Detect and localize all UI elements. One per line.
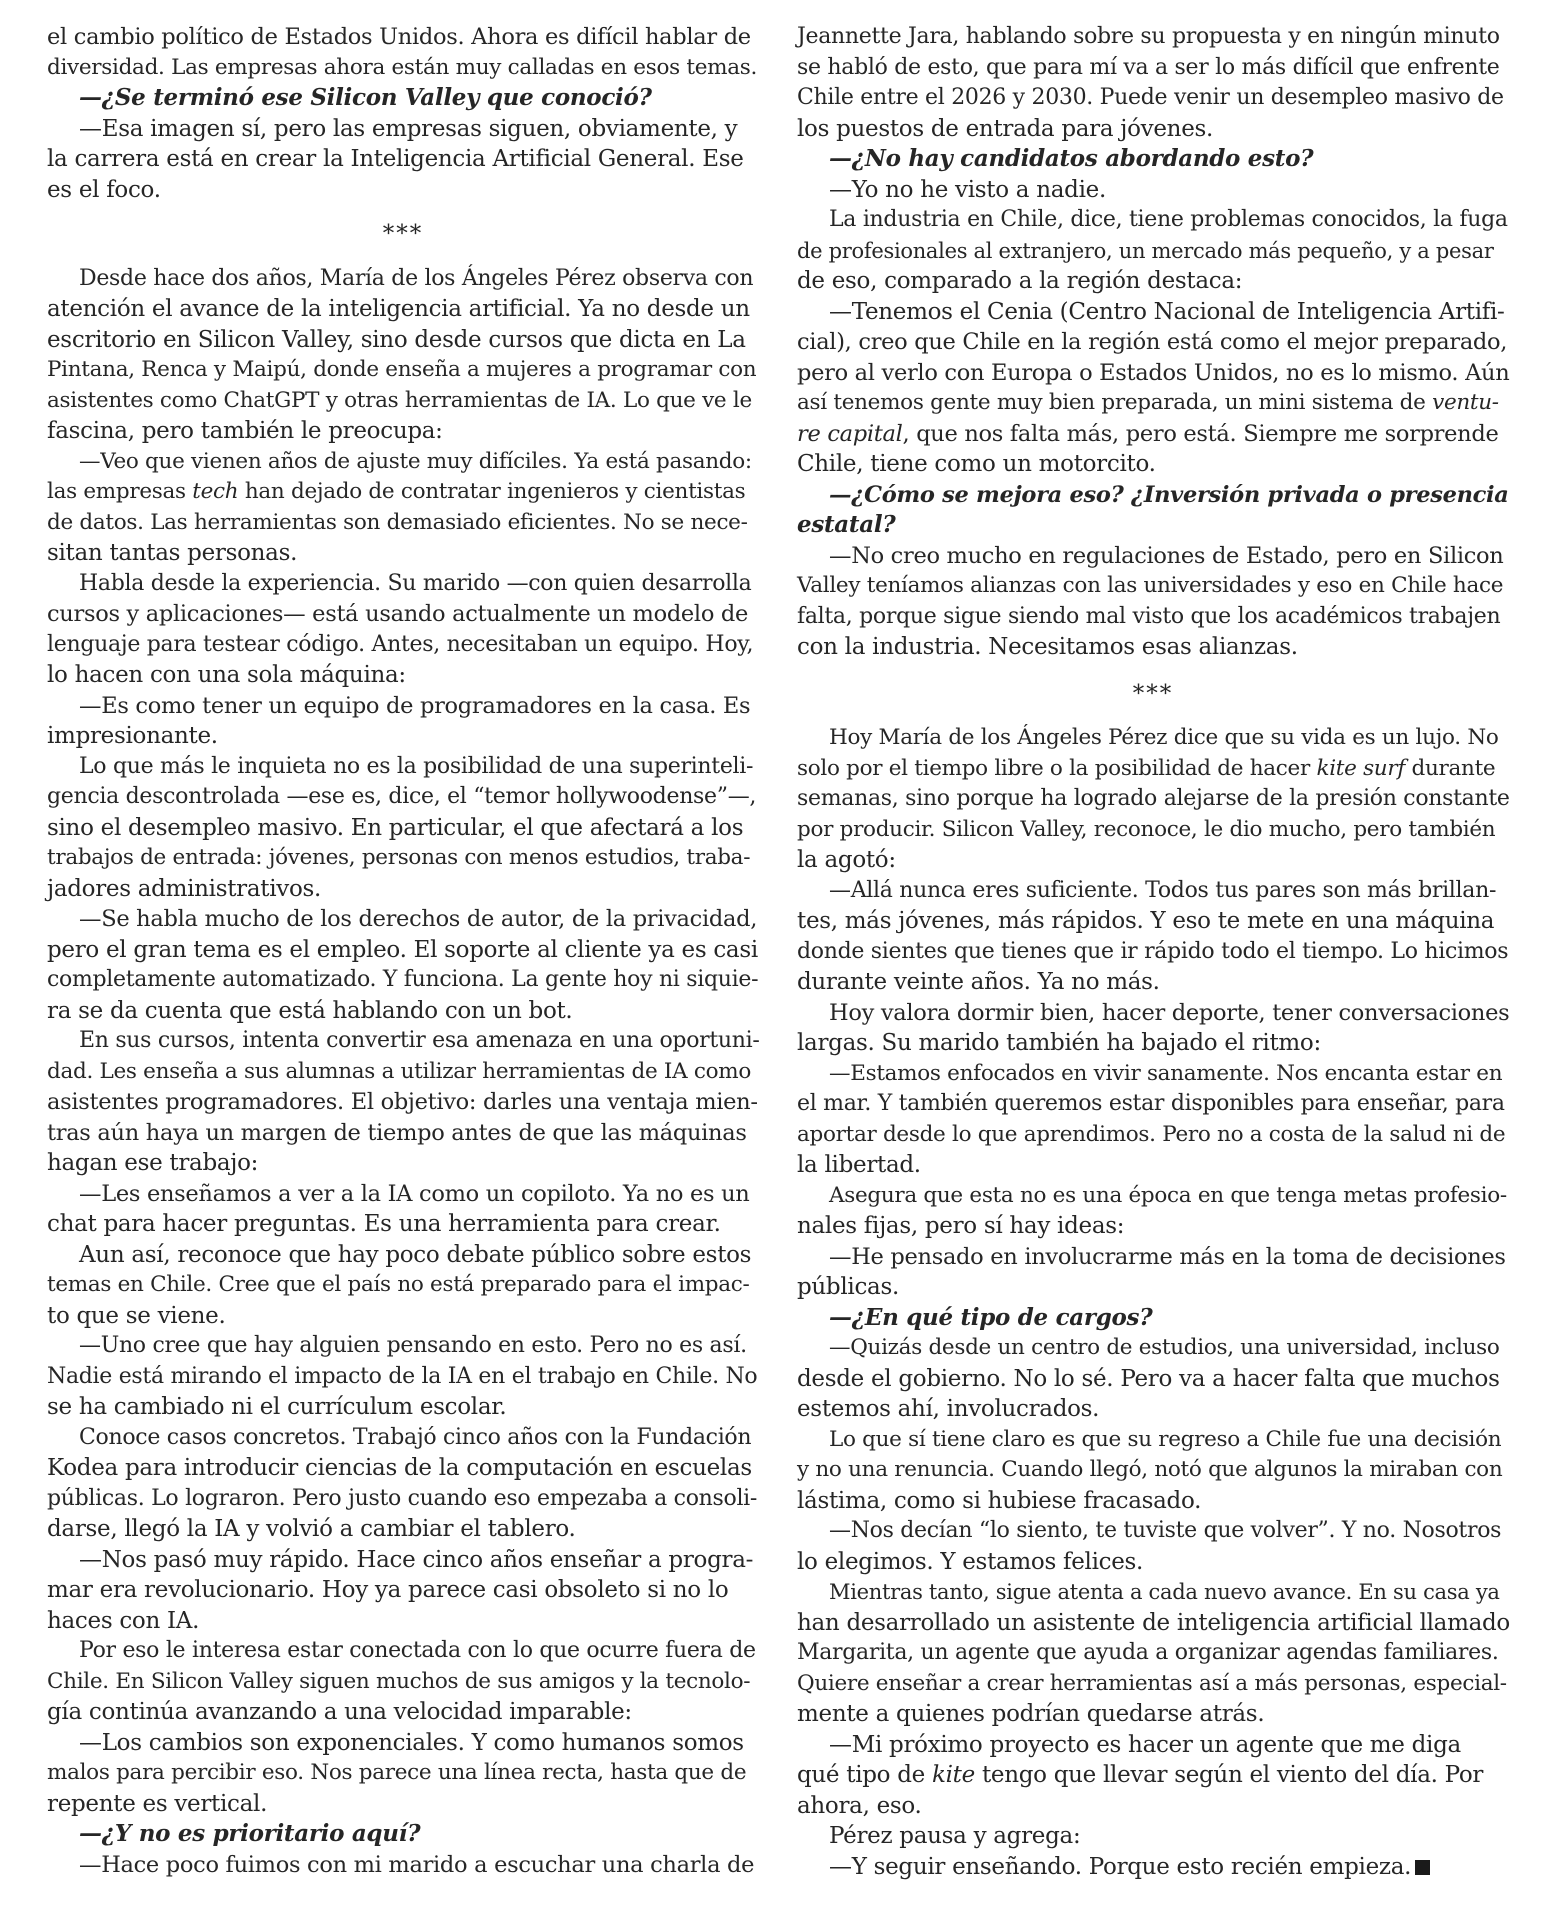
text-line: Conoce casos concretos. Trabajó cinco años con la Fundación	[79, 1424, 752, 1450]
text-line: Kodea para introducir ciencias de la computación en escuelas	[47, 1455, 752, 1481]
text-line: temas en Chile. Cree que el país no está preparado para el impac-	[47, 1272, 750, 1297]
text-line: —Estamos enfocados en vivir sanamente. Nos encanta estar en	[829, 1060, 1503, 1086]
interview-question: —¿Y no es prioritario aquí?	[79, 1820, 421, 1847]
text-run: , que nos falta más, pero está. Siempre me sorprende	[902, 420, 1499, 447]
text-line: diversidad. Las empresas ahora están muy calladas en esos temas.	[47, 54, 758, 80]
text-line: se habló de esto, que para mí va a ser lo más difícil que enfrente	[797, 54, 1500, 80]
text-line: la libertad.	[797, 1152, 921, 1178]
text-line: Pérez pausa y agrega:	[829, 1823, 1081, 1849]
interview-question: —¿Se terminó ese Silicon Valley que conoció?	[79, 84, 652, 111]
text-line: malos para percibir eso. Nos parece una línea recta, hasta que de	[47, 1760, 747, 1785]
text-line: asistentes programadores. El objetivo: darles una ventaja mien-	[47, 1089, 758, 1115]
text-line: completamente automatizado. Y funciona. La gente hoy ni siquie-	[47, 967, 759, 992]
text-line: tes, más jóvenes, más rápidos. Y eso te mete en una máquina	[797, 908, 1495, 934]
text-line	[797, 419, 1509, 450]
text-line: Chile. En Silicon Valley siguen muchos de sus amigos y la tecnolo-	[47, 1668, 751, 1694]
text-line: aportar desde lo que aprendimos. Pero no a costa de la salud ni de	[797, 1121, 1506, 1147]
text-line: desde el gobierno. No lo sé. Pero va a hacer falta que muchos	[797, 1365, 1500, 1392]
text-line: —Veo que vienen años de ajuste muy difíciles. Ya está pasando:	[79, 448, 752, 474]
text-line: Margarita, un agente que ayuda a organizar agendas familiares.	[797, 1640, 1499, 1665]
text-line: —No creo mucho en regulaciones de Estado, pero en Silicon	[829, 542, 1504, 569]
text-line: Chile entre el 2026 y 2030. Puede venir un desempleo masivo de	[797, 85, 1504, 110]
text-line: Jeannette Jara, hablando sobre su propuesta y en ningún minuto	[797, 24, 1500, 49]
text-line: públicas.	[797, 1274, 899, 1300]
italic-term: tech	[192, 479, 239, 504]
text-line: cial), creo que Chile en la región está como el mejor preparado,	[797, 329, 1508, 355]
text-line: sino el desempleo masivo. En particular, el que afectará a los	[47, 814, 744, 841]
text-line: Hoy valora dormir bien, hacer deporte, tener conversaciones	[829, 999, 1510, 1026]
end-of-article-mark	[1415, 1860, 1430, 1875]
italic-term: re capital	[797, 420, 903, 447]
text-line: Valley teníamos alianzas con las universidades y eso en Chile hace	[797, 573, 1504, 598]
text-line: lo hacen con una sola máquina:	[47, 662, 406, 688]
text-line: semanas, sino porque ha logrado alejarse de la presión constante	[797, 786, 1510, 811]
text-line: mente a quienes podrían quedarse atrás.	[797, 1701, 1265, 1727]
text-line: —Uno cree que hay alguien pensando en esto. Pero no es así.	[79, 1333, 747, 1358]
text-run: —Y seguir enseñando. Porque esto recién empieza.	[829, 1853, 1412, 1880]
italic-term: ventu-	[1432, 390, 1499, 415]
text-line: es el foco.	[47, 176, 161, 203]
text-line: lo elegimos. Y estamos felices.	[797, 1548, 1144, 1575]
text-line: la carrera está en crear la Inteligencia Artificial General. Ese	[47, 146, 744, 172]
text-line: ahora, eso.	[797, 1792, 922, 1819]
text-line: Nadie está mirando el impacto de la IA en el trabajo en Chile. No	[47, 1363, 758, 1389]
text-line: —Quizás desde un centro de estudios, una universidad, incluso	[829, 1335, 1500, 1360]
text-line: sitan tantas personas.	[47, 540, 298, 566]
text-line: y no una renuncia. Cuando llegó, notó que algunos la miraban con	[797, 1457, 1503, 1482]
text-line: darse, llegó la IA y volvió a cambiar el tablero.	[47, 1516, 576, 1542]
text-line: dad. Les enseña a sus alumnas a utilizar herramientas de IA como	[47, 1058, 751, 1084]
text-line: durante veinte años. Ya no más.	[797, 969, 1160, 995]
text-line: La industria en Chile, dice, tiene problemas conocidos, la fuga	[829, 207, 1508, 232]
text-line: Mientras tanto, sigue atenta a cada nuevo avance. En su casa ya	[829, 1580, 1500, 1604]
text-line: lástima, como si hubiese fracasado.	[797, 1487, 1202, 1514]
text-line: gía continúa avanzando a una velocidad imparable:	[47, 1699, 632, 1725]
text-line: el mar. Y también queremos estar disponibles para enseñar, para	[797, 1091, 1505, 1116]
text-line: Asegura que esta no es una época en que tenga metas profesio-	[829, 1182, 1507, 1208]
italic-term: kite	[931, 1762, 975, 1788]
text-line: —Esa imagen sí, pero las empresas siguen, obviamente, y	[79, 115, 738, 142]
text-line: se ha cambiado ni el currículum escolar.	[47, 1394, 507, 1420]
text-line: —Se habla mucho de los derechos de autor, de la privacidad,	[79, 906, 758, 932]
text-line: hagan ese trabajo:	[47, 1150, 259, 1176]
text-line: —Les enseñamos a ver a la IA como un copiloto. Ya no es un	[79, 1180, 750, 1207]
text-line: donde sientes que tienes que ir rápido todo el tiempo. Lo hicimos	[797, 938, 1509, 964]
text-line: Pintana, Renca y Maipú, donde enseña a mujeres a programar con	[47, 357, 757, 382]
text-line: escritorio en Silicon Valley, sino desde cursos que dicta en La	[47, 326, 746, 353]
text-line: públicas. Lo lograron. Pero justo cuando eso empezaba a consoli-	[47, 1485, 758, 1511]
text-line: gencia descontrolada —ese es, dice, el “temor hollywoodense”—,	[47, 784, 757, 809]
text-run: tengo que llevar según el viento del día. Por	[974, 1762, 1484, 1788]
text-line: Desde hace dos años, María de los Ángeles Pérez observa con	[79, 265, 754, 291]
text-line: to que se viene.	[47, 1302, 226, 1329]
section-separator: ***	[382, 221, 424, 247]
text-line: asistentes como ChatGPT y otras herramientas de IA. Lo que ve le	[47, 387, 752, 413]
text-line: pero al verlo con Europa o Estados Unidos, no es lo mismo. Aún	[797, 359, 1510, 386]
text-line: de profesionales al extranjero, un mercado más pequeño, y a pesar	[797, 238, 1494, 263]
interview-question: —¿Cómo se mejora eso? ¿Inversión privada o presencia	[829, 481, 1509, 508]
text-line: repente es vertical.	[47, 1790, 268, 1817]
text-line: de eso, comparado a la región destaca:	[797, 268, 1243, 294]
text-line: los puestos de entrada para jóvenes.	[797, 115, 1214, 142]
text-line: con la industria. Necesitamos esas alianzas.	[797, 634, 1298, 660]
text-line: nales fijas, pero sí hay ideas:	[797, 1213, 1125, 1239]
text-run: las empresas	[47, 479, 193, 504]
text-line: chat para hacer preguntas. Es una herramienta para crear.	[47, 1211, 721, 1237]
text-line: —Los cambios son exponenciales. Y como humanos somos	[79, 1729, 744, 1756]
article-column-right	[797, 22, 1509, 1882]
text-run: qué tipo de	[797, 1762, 932, 1788]
text-line: cursos y aplicaciones— está usando actualmente un modelo de	[47, 601, 749, 627]
text-line: Aun así, reconoce que hay poco debate público sobre estos	[79, 1241, 752, 1268]
text-line: ra se da cuenta que está hablando con un bot.	[47, 997, 573, 1024]
text-line: pero el gran tema es el empleo. El soporte al cliente ya es casi	[47, 936, 758, 963]
text-line: Por eso le interesa estar conectada con lo que ocurre fuera de	[79, 1638, 756, 1663]
interview-question: estatal?	[797, 511, 896, 538]
text-line: Chile, tiene como un motorcito.	[797, 451, 1156, 477]
italic-term: kite surf	[1316, 755, 1405, 781]
text-line: impresionante.	[47, 723, 218, 749]
text-line: —Nos pasó muy rápido. Hace cinco años enseñar a progra-	[79, 1546, 754, 1573]
text-line: fascina, pero también le preocupa:	[47, 418, 443, 444]
text-line: lenguaje para testear código. Antes, necesitaban un equipo. Hoy,	[47, 631, 754, 657]
text-line: Quiere enseñar a crear herramientas así a más personas, especial-	[797, 1670, 1507, 1696]
text-line: la agotó:	[797, 847, 896, 873]
text-line: —Hace poco fuimos con mi marido a escuchar una charla de	[79, 1851, 755, 1878]
text-line: —Mi próximo proyecto es hacer un agente que me diga	[829, 1731, 1461, 1758]
interview-question: —¿No hay candidatos abordando esto?	[829, 145, 1314, 172]
text-line: —Tenemos el Cenia (Centro Nacional de Inteligencia Artifi-	[829, 298, 1505, 325]
text-run: así tenemos gente muy bien preparada, un mini sistema de	[797, 390, 1433, 415]
text-line: —Es como tener un equipo de programadores en la casa. Es	[79, 692, 751, 719]
text-line: Lo que sí tiene claro es que su regreso a Chile fue una decisión	[829, 1426, 1502, 1452]
text-line	[797, 754, 1509, 785]
text-line	[797, 1760, 1509, 1791]
text-line: jadores administrativos.	[47, 875, 322, 902]
text-line: Lo que más le inquieta no es la posibilidad de una superinteli-	[79, 753, 754, 779]
text-line: —Nos decían “lo siento, te tuviste que volver”. Y no. Nosotros	[829, 1518, 1502, 1543]
text-line: por producir. Silicon Valley, reconoce, le dio mucho, pero también	[797, 816, 1496, 842]
text-line: mar era revolucionario. Hoy ya parece casi obsoleto si no lo	[47, 1577, 729, 1603]
text-line: tras aún haya un margen de tiempo antes de que las máquinas	[47, 1119, 747, 1146]
text-line: largas. Su marido también ha bajado el ritmo:	[797, 1030, 1321, 1056]
text-line: falta, porque sigue siendo mal visto que los académicos trabajen	[797, 603, 1501, 629]
text-line: —Allá nunca eres suficiente. Todos tus pares son más brillan-	[829, 877, 1497, 903]
text-line: de datos. Las herramientas son demasiado eficientes. No se nece-	[47, 509, 748, 535]
text-line	[47, 477, 759, 508]
text-line: estemos ahí, involucrados.	[797, 1396, 1100, 1422]
interview-question: —¿En qué tipo de cargos?	[829, 1303, 1153, 1331]
text-line: haces con IA.	[47, 1607, 200, 1634]
text-run: solo por el tiempo libre o la posibilidad de hacer	[797, 755, 1317, 781]
article-column-left	[47, 22, 759, 1880]
text-line	[797, 1852, 1509, 1883]
text-line: —He pensado en involucrarme más en la toma de decisiones	[829, 1243, 1506, 1270]
text-line: —Yo no he visto a nadie.	[829, 176, 1106, 203]
text-line: Habla desde la experiencia. Su marido —con quien desarrolla	[79, 570, 752, 596]
text-line: el cambio político de Estados Unidos. Ahora es difícil hablar de	[47, 24, 751, 50]
text-line: trabajos de entrada: jóvenes, personas con menos estudios, traba-	[47, 845, 751, 870]
section-separator: ***	[1132, 680, 1174, 707]
text-line: Hoy María de los Ángeles Pérez dice que su vida es un lujo. No	[829, 725, 1499, 750]
text-line	[797, 388, 1509, 419]
text-line: atención el avance de la inteligencia artificial. Ya no desde un	[47, 296, 750, 322]
text-line: han desarrollado un asistente de inteligencia artificial llamado	[797, 1609, 1510, 1636]
text-run: han dejado de contratar ingenieros y cientistas	[238, 479, 746, 504]
text-line: En sus cursos, intenta convertir esa amenaza en una oportuni-	[79, 1028, 760, 1053]
text-run: durante	[1405, 755, 1496, 781]
